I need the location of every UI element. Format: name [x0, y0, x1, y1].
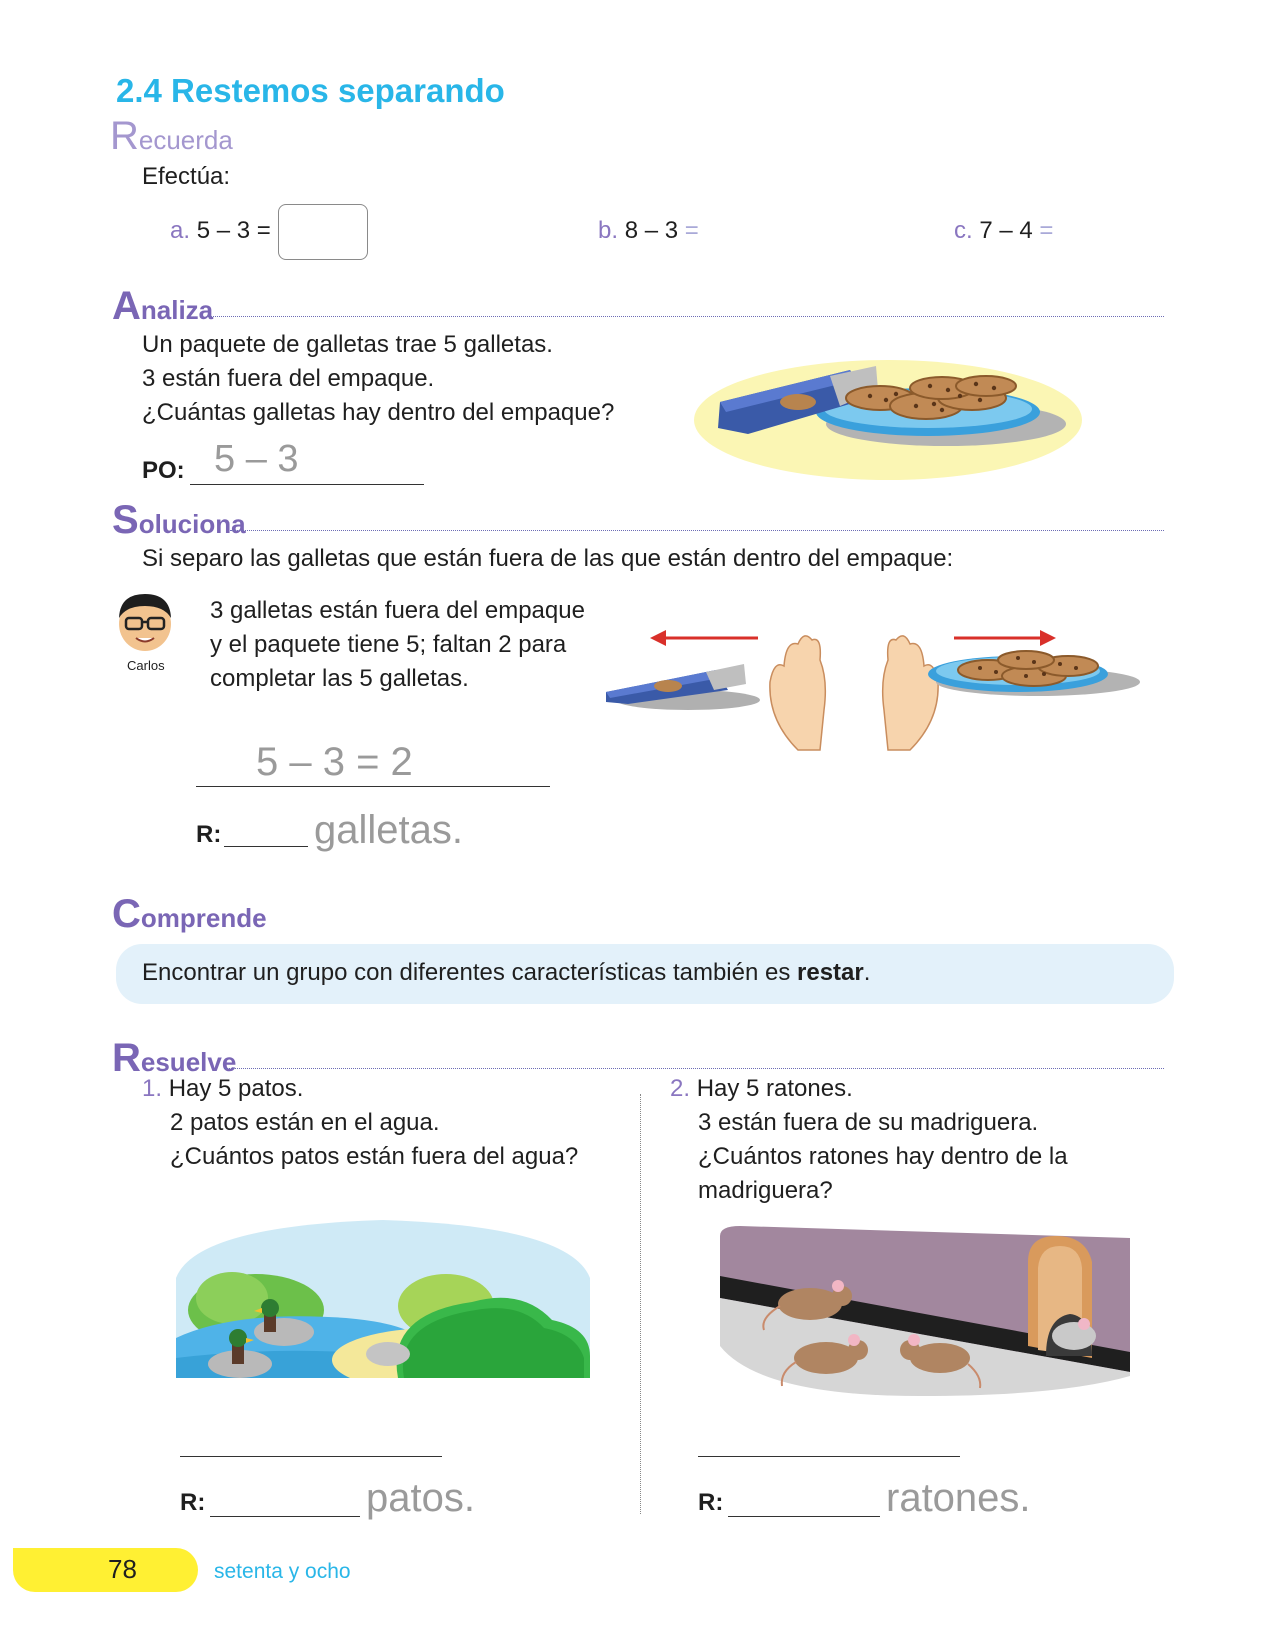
analiza-text — [142, 328, 614, 430]
problem-2 — [670, 1072, 853, 1106]
carlos-speech — [210, 594, 602, 696]
recuerda-instruction: Efectúa: — [142, 163, 231, 190]
r-label: R: — [180, 1489, 206, 1516]
section-heading-comprende — [112, 892, 267, 937]
equals-sign: = — [1039, 217, 1054, 244]
text-bold: restar — [797, 959, 864, 986]
page-number: 78 — [108, 1554, 137, 1584]
problem-number: 1. — [142, 1075, 163, 1102]
soluciona-intro: Si separo las galletas que están fuera de las que están dentro del empaque: — [142, 545, 954, 572]
item-expression: 7 – 4 — [979, 217, 1033, 244]
r-underline — [728, 1516, 880, 1517]
text-part: Encontrar un grupo con diferentes características también es — [142, 959, 798, 986]
heading-initial: A — [112, 284, 141, 328]
heading-rest: omprende — [140, 903, 267, 933]
text-line: Un paquete de galletas trae 5 galletas. — [142, 331, 553, 358]
item-label: a. — [170, 217, 191, 244]
work-underline — [180, 1456, 442, 1457]
text-line: completar las 5 galletas. — [210, 665, 469, 692]
heading-initial: R — [110, 114, 139, 158]
carlos-avatar — [112, 588, 178, 652]
comprende-text — [142, 956, 870, 990]
heading-initial: C — [112, 892, 141, 936]
text-line: Hay 5 patos. — [168, 1075, 304, 1102]
item-label: b. — [598, 217, 619, 244]
r-label: R: — [196, 821, 222, 848]
problem-2-body — [698, 1106, 1068, 1208]
heading-rest: oluciona — [138, 509, 246, 539]
section-heading-soluciona — [112, 498, 246, 543]
dotted-rule — [230, 530, 1164, 531]
heading-initial: R — [112, 1036, 141, 1080]
recuerda-item-c — [954, 214, 1053, 248]
text-line: 3 están fuera de su madriguera. — [698, 1109, 1039, 1136]
page-number-words: setenta y ocho — [214, 1560, 351, 1583]
po-answer: 5 – 3 — [214, 438, 299, 480]
po-underline — [190, 484, 424, 485]
text-part: . — [863, 959, 871, 986]
heading-rest: esuelve — [140, 1047, 237, 1077]
item-expression: 8 – 3 — [624, 217, 679, 244]
dotted-rule — [224, 1068, 1164, 1069]
problem-number: 2. — [670, 1075, 691, 1102]
text-line: ¿Cuántas galletas hay dentro del empaque? — [142, 399, 615, 426]
item-expression: 5 – 3 = — [196, 217, 271, 244]
text-line: Hay 5 ratones. — [696, 1075, 853, 1102]
answer-box[interactable] — [278, 204, 368, 260]
dotted-rule — [208, 316, 1164, 317]
work-underline — [698, 1456, 960, 1457]
r-underline — [224, 846, 308, 847]
text-line: ¿Cuántos ratones hay dentro de la — [698, 1143, 1068, 1170]
page-number-tab — [13, 1548, 198, 1592]
heading-rest: ecuerda — [138, 125, 233, 155]
equation-underline — [196, 786, 550, 787]
section-heading-analiza — [112, 284, 213, 329]
r-answer: galletas. — [314, 808, 463, 852]
item-label: c. — [954, 217, 973, 244]
section-heading-recuerda — [110, 114, 233, 159]
character-name: Carlos — [127, 658, 165, 673]
heading-rest: naliza — [140, 295, 214, 325]
r-answer: ratones. — [886, 1476, 1031, 1520]
ducks-pond-illustration — [176, 1218, 590, 1378]
text-line: 2 patos están en el agua. — [170, 1109, 440, 1136]
text-line: madriguera? — [698, 1177, 833, 1204]
equation-answer: 5 – 3 = 2 — [256, 740, 413, 784]
problem-1-body — [170, 1106, 578, 1174]
mice-burrow-illustration — [720, 1226, 1130, 1396]
column-divider — [640, 1094, 641, 1514]
equals-sign: = — [684, 217, 699, 244]
recuerda-item-a — [170, 214, 271, 248]
po-label: PO: — [142, 457, 185, 484]
problem-1 — [142, 1072, 303, 1106]
text-line: 3 están fuera del empaque. — [142, 365, 435, 392]
text-line: 3 galletas están fuera del empaque — [210, 597, 585, 624]
r-underline — [210, 1516, 360, 1517]
r-label: R: — [698, 1489, 724, 1516]
text-line: y el paquete tiene 5; faltan 2 para — [210, 631, 567, 658]
page-title: 2.4 Restemos separando — [116, 72, 505, 109]
recuerda-item-b — [598, 214, 699, 248]
text-line: ¿Cuántos patos están fuera del agua? — [170, 1143, 579, 1170]
heading-initial: S — [112, 498, 139, 542]
cookies-package-illustration — [690, 358, 1086, 482]
r-answer: patos. — [366, 1476, 475, 1520]
separation-illustration — [598, 620, 1168, 760]
